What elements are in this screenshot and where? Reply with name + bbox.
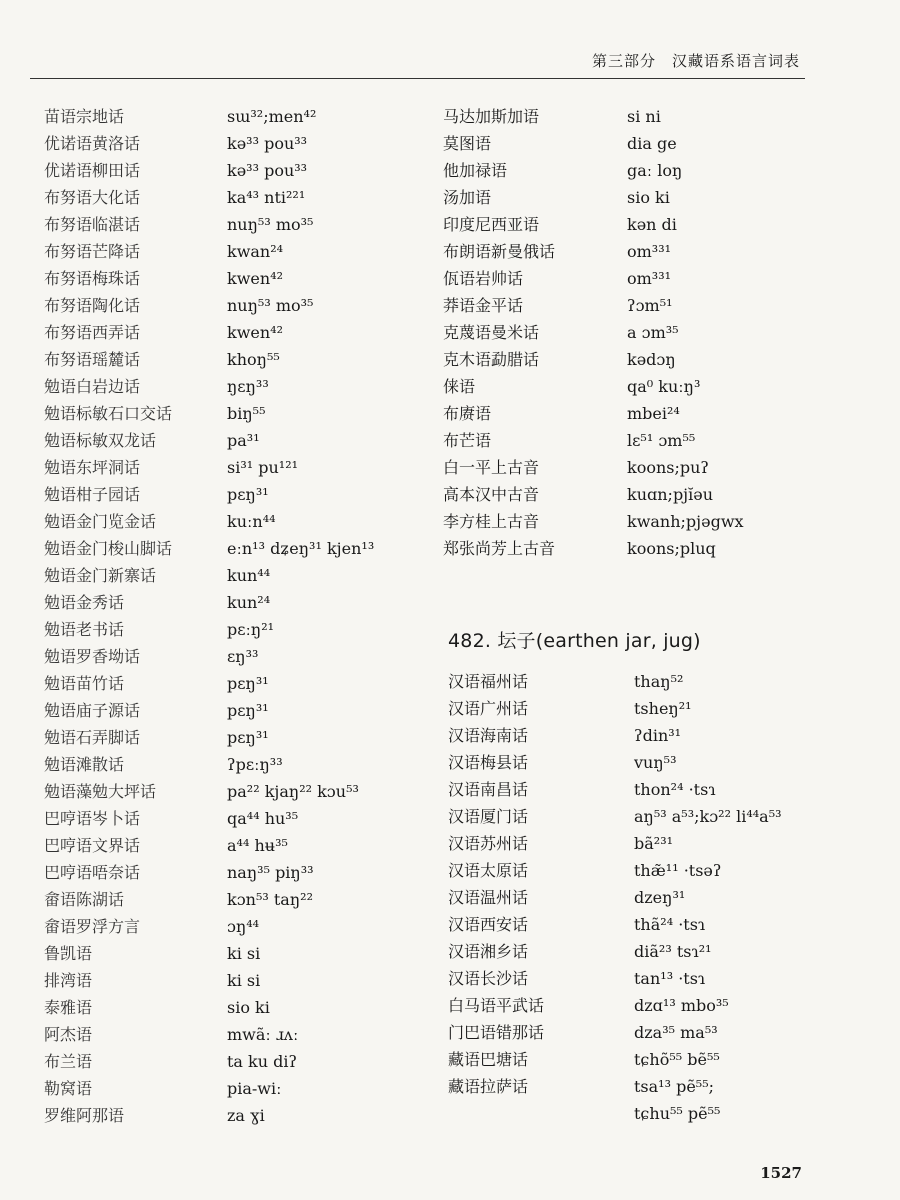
word-form: mbei²⁴ [627, 404, 680, 423]
word-form: pɛːŋ²¹ [227, 620, 275, 639]
language-name: 巴哼语唔奈话 [44, 863, 141, 882]
word-form: pia-wiː [227, 1079, 282, 1098]
word-form: a⁴⁴ hʉ³⁵ [227, 836, 288, 855]
language-name: 勉语罗香坳话 [44, 647, 141, 666]
word-form: mwãː ɹʌː [227, 1025, 299, 1044]
language-name: 布努语临湛话 [44, 215, 141, 234]
word-form: sio ki [227, 998, 270, 1017]
word-form: nuŋ⁵³ mo³⁵ [227, 215, 314, 234]
language-name: 布赓语 [443, 404, 492, 423]
language-name: 门巴语错那话 [448, 1023, 545, 1042]
word-form: ʔpɛːŋ³³ [227, 755, 283, 774]
word-form: kən di [627, 215, 677, 234]
word-form: ka⁴³ nti²²¹ [227, 188, 306, 207]
language-name: 鲁凯语 [44, 944, 93, 963]
word-form: kwan²⁴ [227, 242, 284, 261]
word-form: dzɑ¹³ mbo³⁵ [634, 996, 729, 1015]
language-name: 他加禄语 [443, 161, 508, 180]
language-name: 俫语 [443, 377, 476, 396]
word-form: ɛŋ³³ [227, 647, 259, 666]
word-form: pɛŋ³¹ [227, 728, 269, 747]
language-name: 汉语海南话 [448, 726, 529, 745]
language-name: 汉语广州话 [448, 699, 529, 718]
language-name: 勉语白岩边话 [44, 377, 141, 396]
language-name: 勉语金秀话 [44, 593, 125, 612]
language-name: 印度尼西亚语 [443, 215, 540, 234]
page-number: 1527 [760, 1164, 802, 1182]
language-name: 勉语苗竹话 [44, 674, 125, 693]
word-form: dza³⁵ ma⁵³ [634, 1023, 718, 1042]
language-name: 汉语厦门话 [448, 807, 529, 826]
word-form: qa⁴⁴ hu³⁵ [227, 809, 299, 828]
word-form: kwanh;pjəgwx [627, 512, 744, 531]
word-form: si³¹ pu¹²¹ [227, 458, 299, 477]
language-name: 克木语勐腊话 [443, 350, 540, 369]
word-form: dia ge [627, 134, 677, 153]
language-name: 汉语南昌话 [448, 780, 529, 799]
word-form: diã²³ tsɿ²¹ [634, 942, 712, 961]
header-rule [30, 78, 805, 79]
language-name: 勒窝语 [44, 1079, 93, 1098]
language-name: 阿杰语 [44, 1025, 93, 1044]
section-title: 坛子(earthen jar, jug) [497, 630, 701, 652]
word-form: pɛŋ³¹ [227, 701, 269, 720]
word-form: tan¹³ ·tsɿ [634, 969, 706, 988]
language-name: 汉语福州话 [448, 672, 529, 691]
language-name: 勉语老书话 [44, 620, 125, 639]
language-name: 苗语宗地话 [44, 107, 125, 126]
word-form: kə³³ pou³³ [227, 134, 308, 153]
word-form: biŋ⁵⁵ [227, 404, 266, 423]
word-form: tsheŋ²¹ [634, 699, 692, 718]
language-name: 布芒语 [443, 431, 492, 450]
word-form: ki si [227, 944, 261, 963]
language-name: 布努语梅珠话 [44, 269, 141, 288]
language-name: 莫图语 [443, 134, 492, 153]
language-name: 李方桂上古音 [443, 512, 540, 531]
language-name: 白一平上古音 [443, 458, 540, 477]
word-form: om³³¹ [627, 269, 672, 288]
language-name: 勉语金门览金话 [44, 512, 157, 531]
word-form: pɛŋ³¹ [227, 485, 269, 504]
language-name: 佤语岩帅话 [443, 269, 524, 288]
word-form: khoŋ⁵⁵ [227, 350, 280, 369]
language-name: 优诺语黄洛话 [44, 134, 141, 153]
language-name: 汉语长沙话 [448, 969, 529, 988]
language-name: 勉语标敏石口交话 [44, 404, 173, 423]
word-form: ɔŋ⁴⁴ [227, 917, 260, 936]
language-name: 罗维阿那语 [44, 1106, 125, 1125]
language-name: 布努语大化话 [44, 188, 141, 207]
language-name: 布兰语 [44, 1052, 93, 1071]
language-name: 郑张尚芳上古音 [443, 539, 556, 558]
word-form: ta ku diʔ [227, 1052, 298, 1071]
word-form: si ni [627, 107, 661, 126]
word-form: koons;pluq [627, 539, 716, 558]
language-name: 布努语瑶麓话 [44, 350, 141, 369]
word-form: koons;puʔ [627, 458, 709, 477]
word-form: kɔn⁵³ taŋ²² [227, 890, 313, 909]
language-name: 汉语梅县话 [448, 753, 529, 772]
word-form: qa⁰ kuːŋ³ [627, 377, 701, 396]
language-name: 汉语湘乡话 [448, 942, 529, 961]
word-form: kədɔŋ [627, 350, 676, 369]
word-form: kə³³ pou³³ [227, 161, 308, 180]
language-name: 布朗语新曼俄话 [443, 242, 556, 261]
word-form: kwen⁴² [227, 323, 283, 342]
word-form: kuɑn;pjĭəu [627, 485, 714, 504]
language-name: 白马语平武话 [448, 996, 545, 1015]
language-name: 勉语石弄脚话 [44, 728, 141, 747]
word-form: pa³¹ [227, 431, 260, 450]
word-form: lɛ⁵¹ ɔm⁵⁵ [627, 431, 696, 450]
language-name: 布努语陶化话 [44, 296, 141, 315]
word-form: kun²⁴ [227, 593, 271, 612]
word-form: thon²⁴ ·tsɿ [634, 780, 716, 799]
word-form: ŋɛŋ³³ [227, 377, 269, 396]
language-name: 勉语藻勉大坪话 [44, 782, 157, 801]
word-form: bã²³¹ [634, 834, 674, 853]
language-name: 藏语拉萨话 [448, 1077, 529, 1096]
word-form: thã²⁴ ·tsɿ [634, 915, 706, 934]
language-name: 勉语金门梭山脚话 [44, 539, 173, 558]
language-name: 汉语西安话 [448, 915, 529, 934]
language-name: 勉语滩散话 [44, 755, 125, 774]
word-form: tɕhõ⁵⁵ bẽ⁵⁵ [634, 1050, 720, 1069]
word-form: tsa¹³ pẽ⁵⁵; [634, 1077, 715, 1096]
language-name: 畲语罗浮方言 [44, 917, 141, 936]
word-form: nuŋ⁵³ mo³⁵ [227, 296, 314, 315]
word-form: pɛŋ³¹ [227, 674, 269, 693]
language-name: 汉语温州话 [448, 888, 529, 907]
language-name: 布努语西弄话 [44, 323, 141, 342]
word-form: vuŋ⁵³ [634, 753, 677, 772]
language-name: 勉语柑子园话 [44, 485, 141, 504]
word-form: ʔdin³¹ [634, 726, 682, 745]
language-name: 藏语巴塘话 [448, 1050, 529, 1069]
language-name: 勉语标敏双龙话 [44, 431, 157, 450]
language-name: 排湾语 [44, 971, 93, 990]
word-form: om³³¹ [627, 242, 672, 261]
word-form: gaː loŋ [627, 161, 683, 180]
section-number: 482. [448, 630, 492, 652]
language-name: 勉语东坪洞话 [44, 458, 141, 477]
language-name: 汤加语 [443, 188, 492, 207]
section-heading [448, 626, 701, 653]
language-name: 勉语庙子源话 [44, 701, 141, 720]
word-form: naŋ³⁵ piŋ³³ [227, 863, 314, 882]
word-form: kwen⁴² [227, 269, 283, 288]
language-name: 巴哼语岑卜话 [44, 809, 141, 828]
language-name: 泰雅语 [44, 998, 93, 1017]
word-form: kuːn⁴⁴ [227, 512, 276, 531]
language-name: 汉语苏州话 [448, 834, 529, 853]
word-form: ʔɔm⁵¹ [627, 296, 673, 315]
language-name: 优诺语柳田话 [44, 161, 141, 180]
word-form: sɯ³²;men⁴² [227, 107, 317, 126]
language-name: 勉语金门新寨话 [44, 566, 157, 585]
word-form: aŋ⁵³ a⁵³;kɔ²² li⁴⁴a⁵³ [634, 807, 782, 826]
language-name: 布努语芒降话 [44, 242, 141, 261]
language-name: 莽语金平话 [443, 296, 524, 315]
language-name: 马达加斯加语 [443, 107, 540, 126]
language-name: 畲语陈湖话 [44, 890, 125, 909]
word-form: a ɔm³⁵ [627, 323, 679, 342]
word-form: kun⁴⁴ [227, 566, 271, 585]
word-form: tɕhu⁵⁵ pẽ⁵⁵ [634, 1104, 721, 1123]
running-header: 第三部分 汉藏语系语言词表 [591, 52, 800, 70]
word-form: ki si [227, 971, 261, 990]
word-form: pa²² kjaŋ²² kɔu⁵³ [227, 782, 359, 801]
word-form: eːn¹³ dʑeŋ³¹ kjen¹³ [227, 539, 375, 558]
word-form: thaŋ⁵² [634, 672, 684, 691]
language-name: 汉语太原话 [448, 861, 529, 880]
word-form: sio ki [627, 188, 670, 207]
language-name: 克蔑语曼米话 [443, 323, 540, 342]
word-form: dzeŋ³¹ [634, 888, 686, 907]
word-form: thæ̃¹¹ ·tsəʔ [634, 861, 722, 880]
language-name: 巴哼语文界话 [44, 836, 141, 855]
language-name: 高本汉中古音 [443, 485, 540, 504]
word-form: za ɣi [227, 1106, 265, 1125]
